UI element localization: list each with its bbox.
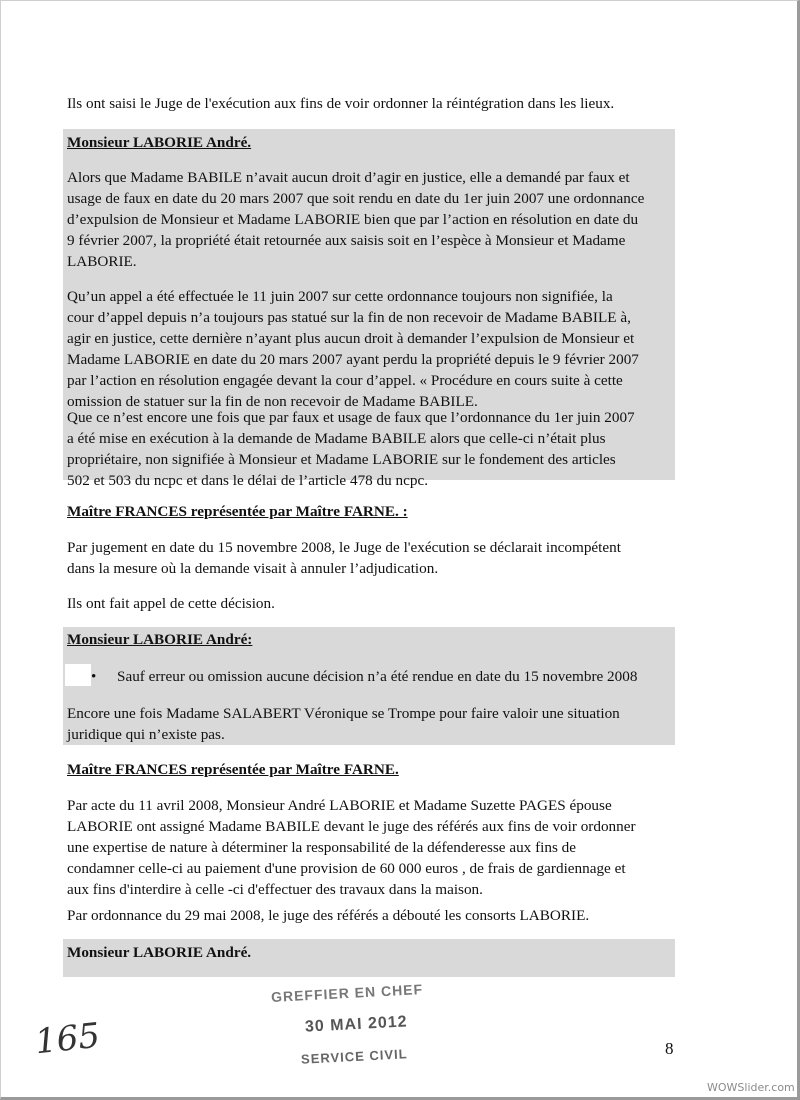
section-2-heading: Maître FRANCES représentée par Maître FARNE. : [67,503,408,520]
section-3-heading: Monsieur LABORIE André: [67,631,253,648]
white-patch [65,664,91,686]
intro-text: Ils ont saisi le Juge de l'exécution aux fins de voir ordonner la réintégration dans les lieux. [67,95,615,112]
stamp-line-2: 30 MAI 2012 [304,1013,408,1036]
section-2-line: dans la mesure où la demande visait à annuler l’adjudication. [67,560,439,577]
section-5-heading: Monsieur LABORIE André. [67,944,252,961]
bullet-text: Sauf erreur ou omission aucune décision n’a été rendue en date du 15 novembre 2008 [117,668,638,685]
page-number: 8 [665,1039,674,1058]
section-1-heading: Monsieur LABORIE André. [67,134,252,151]
section-1-line: Que ce n’est encore une fois que par faux et usage de faux que l’ordonnance du 1er juin 2007 [67,409,635,426]
section-4-line: condamner celle-ci au paiement d'une provision de 60 000 euros , de frais de gardiennage et [67,860,626,877]
section-4-line: Par acte du 11 avril 2008, Monsieur André LABORIE et Madame Suzette PAGES épouse [67,797,612,814]
section-1-line: Madame LABORIE en date du 20 mars 2007 ayant perdu la propriété depuis le 9 février 2007 [67,351,639,368]
bullet-icon: • [91,668,97,685]
section-1-line: LABORIE. [67,253,137,270]
section-4-line: une expertise de nature à déterminer la responsabilité de la défenderesse aux fins de [67,839,576,856]
section-1-line: cour d’appel depuis n’a toujours pas statué sur la fin de non recevoir de Madame BABILE à, [67,309,631,326]
section-1-line: par l’action en résolution engagée devant la cour d’appel. « Procédure en cours suite à cette [67,372,623,389]
section-1-line: usage de faux en date du 20 mars 2007 que soit rendu en date du 1er juin 2007 une ordonnance [67,190,645,207]
section-1-line: 502 et 503 du ncpc et dans le délai de l’article 478 du ncpc. [67,472,428,489]
section-1-line: a été mise en exécution à la demande de Madame BABILE alors que celle-ci n’était plus [67,430,606,447]
section-3-line: juridique qui n’existe pas. [67,726,225,743]
section-3-line: Encore une fois Madame SALABERT Véronique se Trompe pour faire valoir une situation [67,705,620,722]
section-1-line: Qu’un appel a été effectuée le 11 juin 2007 sur cette ordonnance toujours non signifiée, la [67,288,613,305]
watermark: WOWSlider.com [707,1081,795,1094]
section-1-line: Alors que Madame BABILE n’avait aucun droit d’agir en justice, elle a demandé par faux et [67,169,630,186]
stamp-line-1: GREFFIER EN CHEF [270,981,424,1005]
section-2-line: Par jugement en date du 15 novembre 2008, le Juge de l'exécution se déclarait incompétent [67,539,621,556]
handwritten-number: 165 [33,1015,102,1063]
section-1-line: 9 février 2007, la propriété était retournée aux saisis soit en l’espèce à Monsieur et Madame [67,232,626,249]
section-1-line: propriétaire, non signifiée à Monsieur et Madame LABORIE sur le fondement des articles [67,451,616,468]
section-1-line: omission de statuer sur la fin de non recevoir de Madame BABILE. [67,393,478,410]
section-4-line: Par ordonnance du 29 mai 2008, le juge des référés a débouté les consorts LABORIE. [67,907,590,924]
section-1-line: d’expulsion de Monsieur et Madame LABORIE bien que par l’action en résolution en date du [67,211,639,228]
section-2-line: Ils ont fait appel de cette décision. [67,595,275,612]
section-4-line: LABORIE ont assigné Madame BABILE devant le juge des référés aux fins de voir ordonner [67,818,636,835]
section-1-line: agir en justice, cette dernière n’ayant plus aucun droit à demander l’expulsion de Monsieur et [67,330,635,347]
section-4-line: aux fins d'interdire à celle -ci d'effectuer des travaux dans la maison. [67,881,483,898]
stamp-line-3: SERVICE CIVIL [300,1046,409,1067]
section-4-heading: Maître FRANCES représentée par Maître FARNE. [67,761,399,778]
